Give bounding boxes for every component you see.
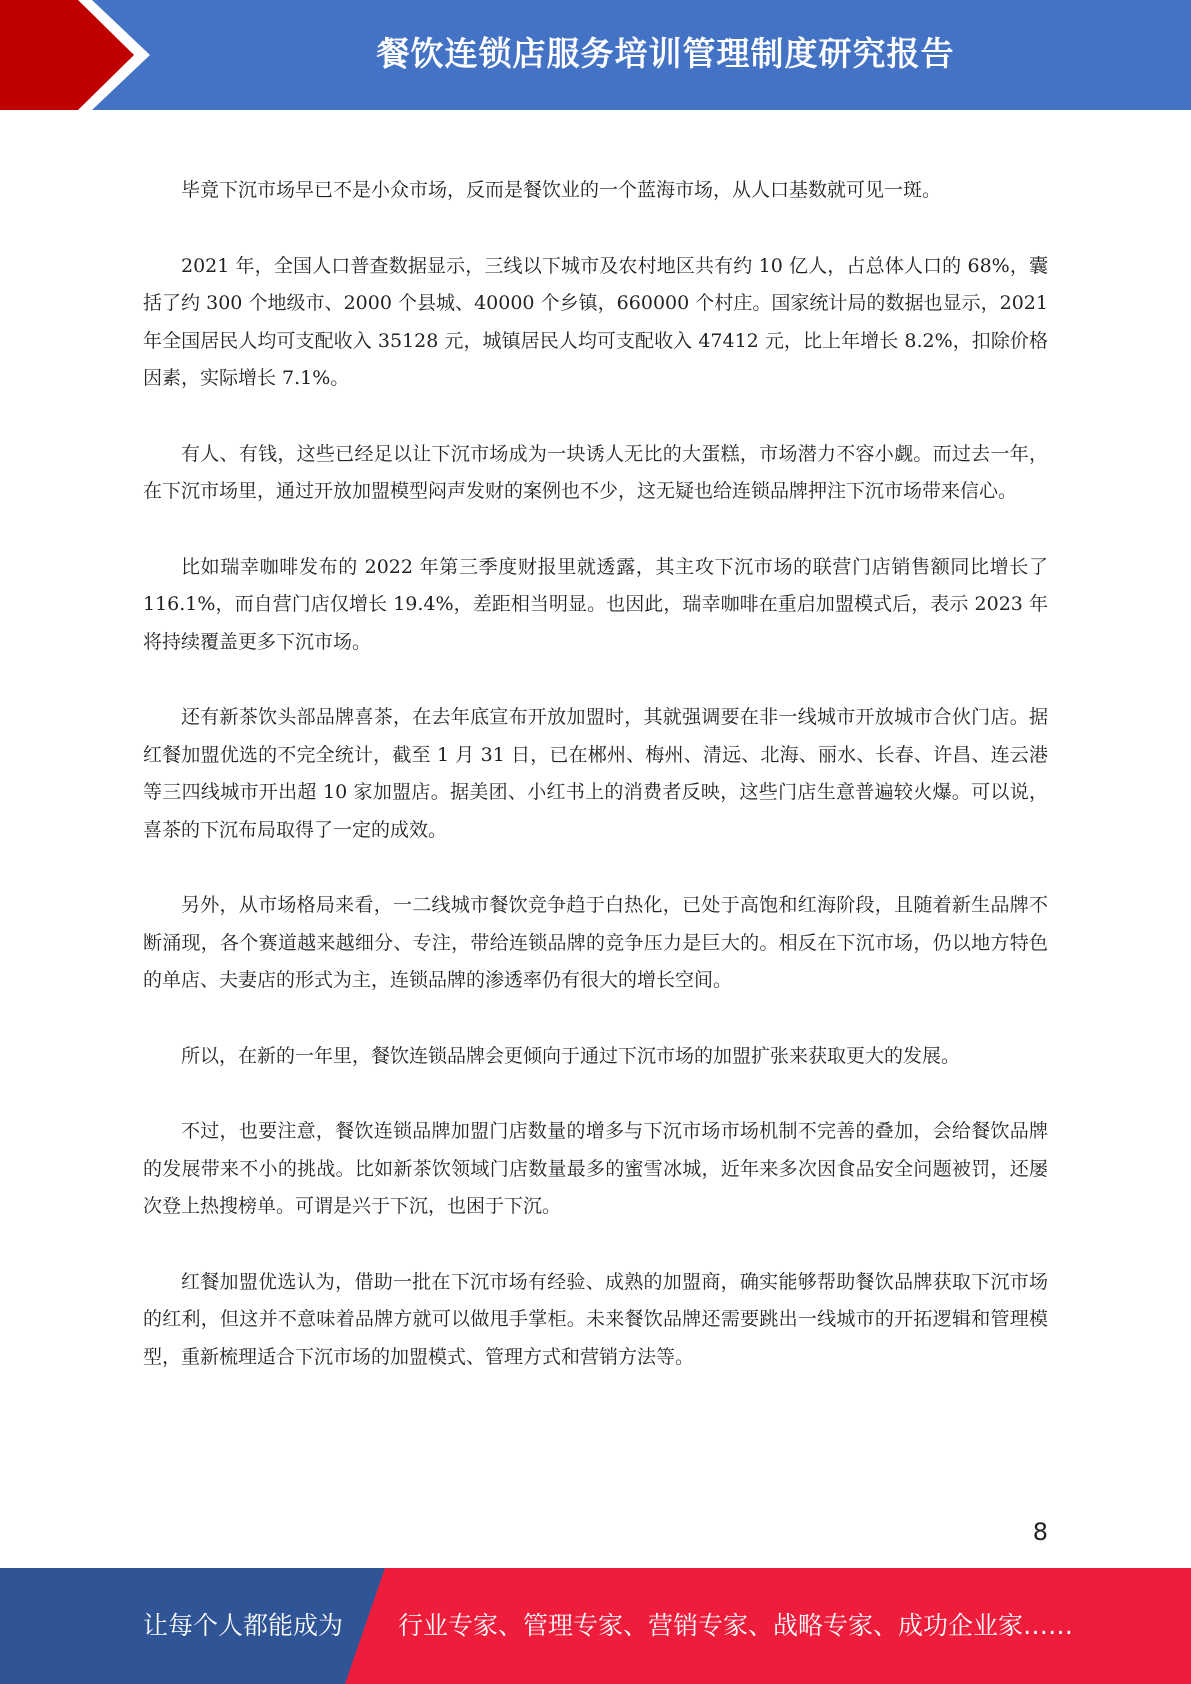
paragraph: 另外，从市场格局来看，一二线城市餐饮竞争趋于白热化，已处于高饱和红海阶段，且随着新生品牌不断涌现，各个赛道越来越细分、专注，带给连锁品牌的竞争压力是巨大的。相反在下沉市场，仍以地方特色的单店、夫妻店的形式为主，连锁品牌的渗透率仍有很大的增长空间。 xyxy=(143,894,1048,991)
header-arrow-decoration xyxy=(0,0,150,110)
paragraph: 所以，在新的一年里，餐饮连锁品牌会更倾向于通过下沉市场的加盟扩张来获取更大的发展。 xyxy=(181,1044,961,1067)
paragraph: 比如瑞幸咖啡发布的 2022 年第三季度财报里就透露，其主攻下沉市场的联营门店销售额同比增长了 116.1%，而自营门店仅增长 19.4%，差距相当明显。也因此，瑞幸咖啡在重启加盟模式后，表示 2023 年将持续覆盖更多下沉市场。 xyxy=(143,555,1048,653)
paragraph: 有人、有钱，这些已经足以让下沉市场成为一块诱人无比的大蛋糕，市场潜力不容小觑。而过去一年，在下沉市场里，通过开放加盟模型闷声发财的案例也不少，这无疑也给连锁品牌押注下沉市场带来信心。 xyxy=(143,442,1048,502)
page-number: 8 xyxy=(1032,1518,1048,1546)
paragraph: 红餐加盟优选认为，借助一批在下沉市场有经验、成熟的加盟商，确实能够帮助餐饮品牌获取下沉市场的红利，但这并不意味着品牌方就可以做甩手掌柜。未来餐饮品牌还需要跳出一线城市的开拓逻辑和管理模型，重新梳理适合下沉市场的加盟模式、管理方式和营销方法等。 xyxy=(143,1270,1048,1368)
main-content xyxy=(143,172,1048,1414)
paragraph: 不过，也要注意，餐饮连锁品牌加盟门店数量的增多与下沉市场市场机制不完善的叠加，会给餐饮品牌的发展带来不小的挑战。比如新茶饮领域门店数量最多的蜜雪冰城，近年来多次因食品安全问题被罚，还屡次登上热搜榜单。可谓是兴于下沉，也困于下沉。 xyxy=(143,1120,1048,1217)
footer-banner xyxy=(0,1568,1191,1684)
header-banner xyxy=(0,0,1191,110)
paragraph: 还有新茶饮头部品牌喜茶，在去年底宣布开放加盟时，其就强调要在非一线城市开放城市合伙门店。据红餐加盟优选的不完全统计，截至 1 月 31 日，已在郴州、梅州、清远、北海、丽水、长春、许昌、连云港等三四线城市开出超 10 家加盟店。据美团、小红书上的消费者反映，这些门店生意普遍较火爆。可以说，喜茶的下沉布局取得了一定的成效。 xyxy=(143,706,1048,841)
paragraph: 2021 年，全国人口普查数据显示，三线以下城市及农村地区共有约 10 亿人，占总体人口的 68%，囊括了约 300 个地级市、2000 个县城、40000 个乡镇，660000 个村庄。国家统计局的数据也显示，2021 年全国居民人均可支配收入 35128 元，城镇居民人均可支配收入 47412 元，比上年增长 8.2%，扣除价格因素，实际增长 7.1%。 xyxy=(143,254,1048,389)
footer-slogan-left: 让每个人都能成为 xyxy=(143,1611,344,1640)
document-title: 餐饮连锁店服务培训管理制度研究报告 xyxy=(376,34,955,73)
paragraph: 毕竟下沉市场早已不是小众市场，反而是餐饮业的一个蓝海市场，从人口基数就可见一斑。 xyxy=(181,179,942,201)
footer-slogan-right: 行业专家、管理专家、营销专家、战略专家、成功企业家…… xyxy=(398,1611,1074,1640)
